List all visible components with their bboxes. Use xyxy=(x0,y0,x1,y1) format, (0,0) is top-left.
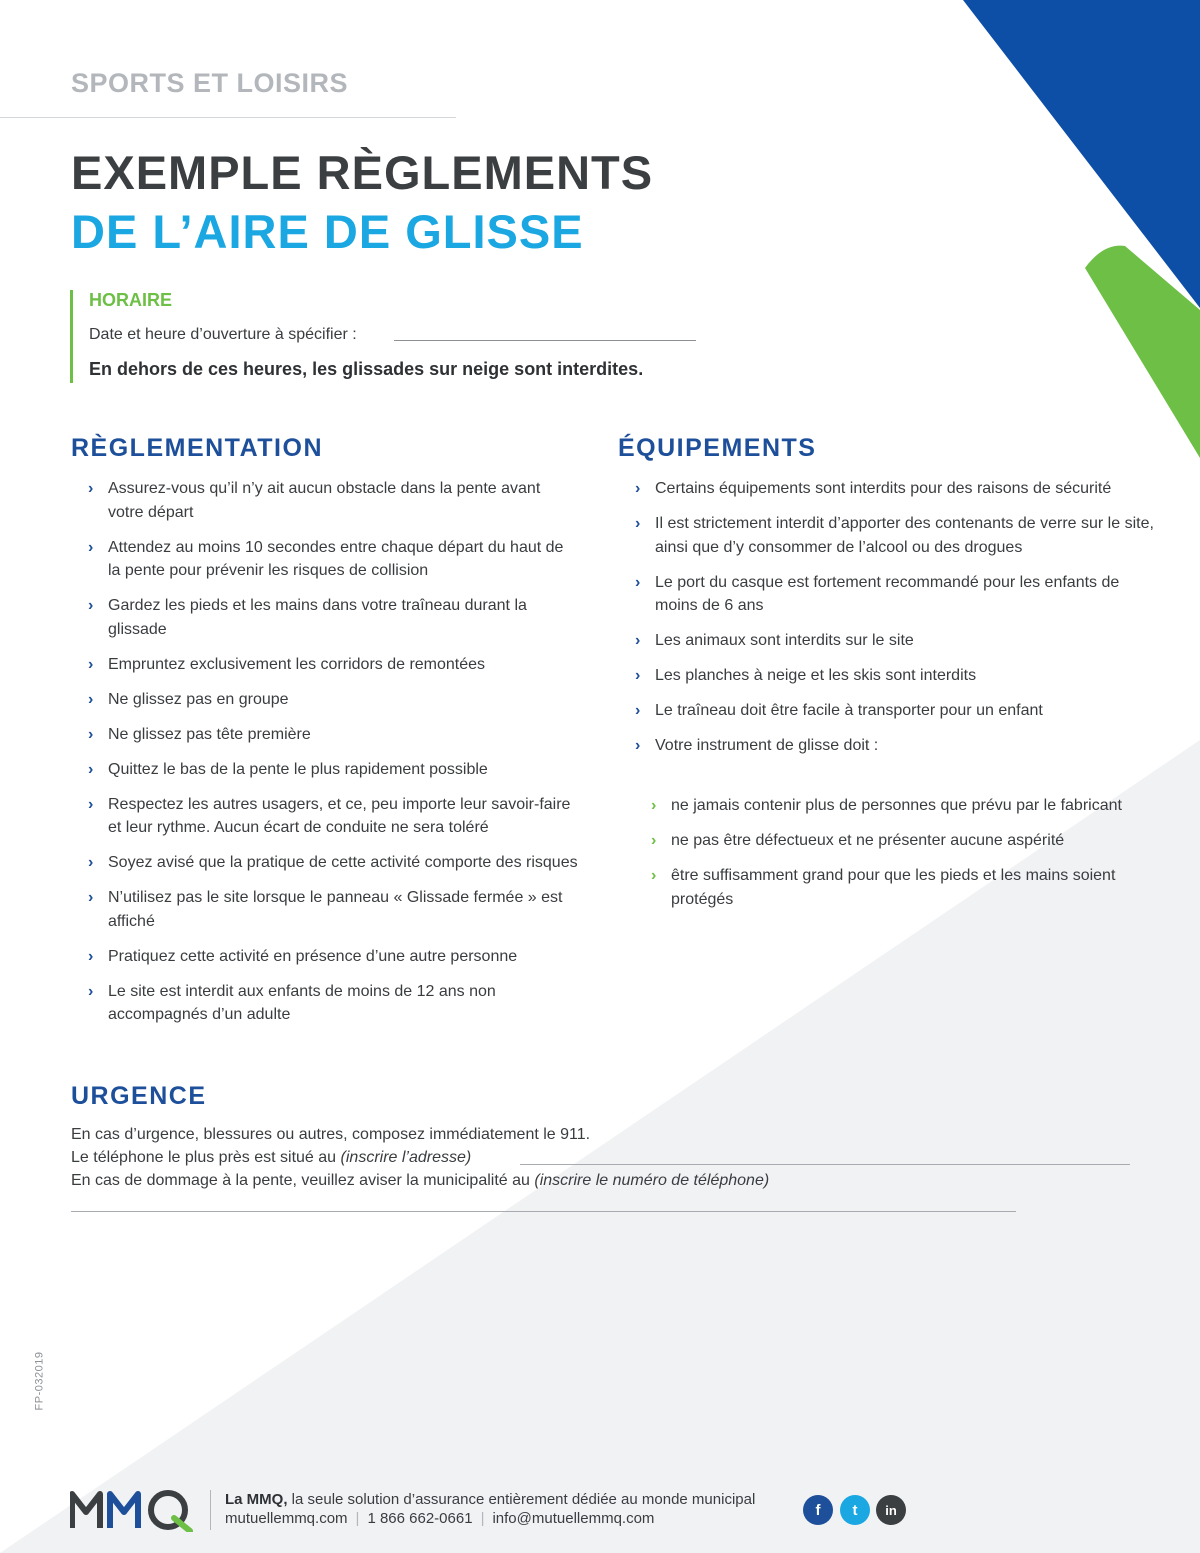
chevron-right-icon: › xyxy=(635,480,641,497)
list-item xyxy=(635,699,1155,723)
chevron-right-icon: › xyxy=(651,867,657,884)
list-item xyxy=(635,664,1155,688)
footer-contact xyxy=(225,1510,654,1527)
sub-list-item-text: ne pas être défectueux et ne présenter aucune aspérité xyxy=(671,832,1065,849)
sub-list-item-text: ne jamais contenir plus de personnes que prévu par le fabricant xyxy=(671,797,1122,814)
chevron-right-icon: › xyxy=(651,832,657,849)
list-item-text: Les planches à neige et les skis sont interdits xyxy=(655,667,977,684)
list-item xyxy=(88,653,578,677)
list-item-text: Empruntez exclusivement les corridors de remontées xyxy=(108,655,486,673)
footer-tagline-text: la seule solution d’assurance entièrement dédiée au monde municipal xyxy=(291,1491,756,1508)
urgence-line2-text: Le téléphone le plus près est situé au xyxy=(71,1149,337,1166)
list-item-text: Ne glissez pas en groupe xyxy=(108,690,289,708)
list-item xyxy=(635,512,1155,559)
linkedin-icon[interactable]: in xyxy=(876,1495,906,1525)
list-item xyxy=(88,477,578,524)
list-item xyxy=(88,594,578,641)
list-item-text: Attendez au moins 10 secondes entre chaque départ du haut de la pente pour prévenir les risques de collision xyxy=(108,538,564,579)
list-item-text: Le site est interdit aux enfants de moins de 12 ans non accompagnés d’un adulte xyxy=(108,982,496,1023)
blue-triangle-shape xyxy=(963,0,1200,308)
chevron-right-icon: › xyxy=(88,854,94,871)
list-item-text: Votre instrument de glisse doit : xyxy=(655,737,879,754)
footer-tagline-brand: La MMQ, xyxy=(225,1491,288,1508)
footer-email-link[interactable]: info@mutuellemmq.com xyxy=(492,1510,655,1527)
sub-list-item xyxy=(651,829,1151,853)
chevron-right-icon: › xyxy=(88,725,94,743)
sub-list-item-text: être suffisamment grand pour que les pieds et les mains soient protégés xyxy=(671,867,1116,908)
reglementation-heading: RÈGLEMENTATION xyxy=(71,434,324,462)
list-item xyxy=(88,793,578,840)
list-item xyxy=(88,945,578,969)
chevron-right-icon: › xyxy=(88,795,94,813)
list-item xyxy=(635,629,1155,653)
chevron-right-icon: › xyxy=(635,573,641,591)
list-item-text: Le port du casque est fortement recommandé pour les enfants de moins de 6 ans xyxy=(655,573,1120,614)
chevron-right-icon: › xyxy=(635,667,641,684)
opening-hours-fill-line xyxy=(394,340,696,341)
urgence-line1: En cas d’urgence, blessures ou autres, composez immédiatement le 911. xyxy=(71,1126,591,1143)
page-title-line1: EXEMPLE RÈGLEMENTS xyxy=(71,146,654,199)
list-item-text: Le traîneau doit être facile à transporter pour un enfant xyxy=(655,702,1043,719)
footer-phone[interactable]: 1 866 662-0661 xyxy=(367,1510,473,1527)
sub-list-item xyxy=(651,794,1151,818)
list-item-text: Gardez les pieds et les mains dans votre traîneau durant la glissade xyxy=(108,597,527,638)
list-item xyxy=(635,571,1155,618)
equipements-list xyxy=(635,477,1155,769)
opening-hours-label: Date et heure d’ouverture à spécifier : xyxy=(89,326,357,343)
list-item xyxy=(88,688,578,712)
urgence-line3-placeholder: (inscrire le numéro de téléphone) xyxy=(534,1172,770,1189)
list-item-text: Il est strictement interdit d’apporter des contenants de verre sur le site, ainsi que d’y consommer de l’alcool ou des drogues xyxy=(655,515,1154,556)
list-item-text: Respectez les autres usagers, et ce, peu importe leur savoir-faire et leur rythme. Aucun écart de conduite ne sera toléré xyxy=(108,795,571,836)
urgence-line2-placeholder: (inscrire l’adresse) xyxy=(340,1149,472,1166)
chevron-right-icon: › xyxy=(635,515,641,532)
equipements-heading: ÉQUIPEMENTS xyxy=(618,434,817,462)
list-item xyxy=(88,723,578,747)
list-item-text: Ne glissez pas tête première xyxy=(108,725,311,743)
list-item xyxy=(88,851,578,875)
chevron-right-icon: › xyxy=(651,797,657,814)
urgence-line3-text: En cas de dommage à la pente, veuillez aviser la municipalité au xyxy=(71,1172,530,1189)
equipements-sub-list xyxy=(651,794,1151,923)
list-item-text: Certains équipements sont interdits pour des raisons de sécurité xyxy=(655,480,1112,497)
document-code: FP-032019 xyxy=(33,1351,46,1411)
list-item xyxy=(88,980,578,1027)
sub-list-item xyxy=(651,864,1151,911)
chevron-right-icon: › xyxy=(88,760,94,778)
list-item-text: Les animaux sont interdits sur le site xyxy=(655,632,914,649)
urgence-line3 xyxy=(71,1172,769,1190)
chevron-right-icon: › xyxy=(635,737,641,754)
horaire-accent-bar xyxy=(70,290,73,383)
chevron-right-icon: › xyxy=(88,538,94,556)
chevron-right-icon: › xyxy=(88,947,94,965)
chevron-right-icon: › xyxy=(88,480,94,497)
horaire-title: HORAIRE xyxy=(89,290,173,310)
separator: | xyxy=(355,1510,360,1527)
urgence-heading: URGENCE xyxy=(71,1082,207,1110)
address-fill-line xyxy=(520,1164,1130,1165)
list-item-text: N’utilisez pas le site lorsque le panneau « Glissade fermée » est affiché xyxy=(108,889,563,930)
list-item-text: Quittez le bas de la pente le plus rapidement possible xyxy=(108,760,488,778)
list-item-text: Soyez avisé que la pratique de cette activité comporte des risques xyxy=(108,854,578,871)
page-title-line2: DE L’AIRE DE GLISSE xyxy=(71,205,584,258)
category-divider xyxy=(0,117,456,118)
footer-divider xyxy=(210,1490,211,1530)
reglementation-list xyxy=(88,477,578,1038)
chevron-right-icon: › xyxy=(635,702,641,719)
mmq-logo xyxy=(70,1488,196,1532)
chevron-right-icon: › xyxy=(88,982,94,1000)
footer-tagline xyxy=(225,1491,755,1508)
chevron-right-icon: › xyxy=(88,889,94,906)
list-item xyxy=(88,886,578,933)
list-item xyxy=(88,536,578,583)
separator: | xyxy=(480,1510,485,1527)
urgence-line2 xyxy=(71,1149,471,1167)
category-label: SPORTS ET LOISIRS xyxy=(71,68,349,98)
chevron-right-icon: › xyxy=(88,597,94,614)
twitter-icon[interactable]: t xyxy=(840,1495,870,1525)
chevron-right-icon: › xyxy=(635,632,641,649)
list-item xyxy=(88,758,578,782)
facebook-icon[interactable]: f xyxy=(803,1495,833,1525)
list-item-text: Pratiquez cette activité en présence d’une autre personne xyxy=(108,947,518,965)
footer-website-link[interactable]: mutuellemmq.com xyxy=(225,1510,348,1527)
chevron-right-icon: › xyxy=(88,690,94,708)
list-item xyxy=(635,734,1155,758)
list-item-text: Assurez-vous qu’il n’y ait aucun obstacle dans la pente avant votre départ xyxy=(108,480,541,521)
list-item xyxy=(635,477,1155,501)
phone-fill-line xyxy=(71,1211,1016,1212)
chevron-right-icon: › xyxy=(88,655,94,673)
horaire-notice: En dehors de ces heures, les glissades sur neige sont interdites. xyxy=(89,359,644,379)
